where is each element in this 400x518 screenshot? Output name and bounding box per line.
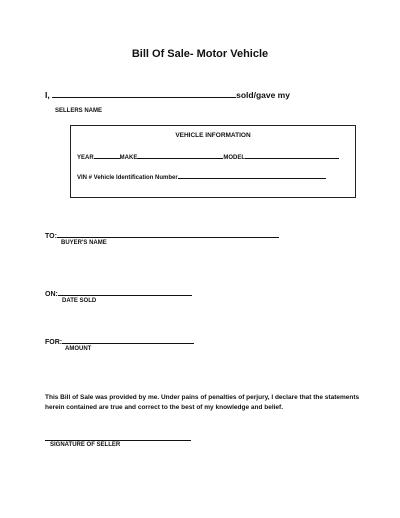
year-field[interactable]: [94, 152, 120, 159]
date-sold-caption: DATE SOLD: [62, 298, 97, 304]
buyer-label: TO:: [45, 233, 57, 240]
model-field[interactable]: [245, 152, 339, 159]
seller-line: [45, 90, 290, 100]
make-label: MAKE: [119, 155, 138, 161]
year-label: YEAR: [77, 155, 94, 161]
make-field[interactable]: [137, 152, 223, 159]
vehicle-info-heading: VEHICLE INFORMATION: [175, 132, 251, 139]
vehicle-details-row: [77, 152, 339, 161]
seller-name-caption: SELLERS NAME: [55, 108, 103, 114]
seller-suffix: sold/gave my: [236, 90, 290, 100]
seller-name-field[interactable]: [52, 90, 236, 98]
vin-field[interactable]: [178, 172, 326, 179]
buyer-line: [45, 230, 279, 240]
signature-field[interactable]: [45, 432, 191, 441]
date-label: ON:: [45, 291, 58, 298]
seller-prefix: I,: [45, 90, 50, 100]
buyer-name-field[interactable]: [57, 230, 279, 238]
vin-label: VIN # Vehicle Identification Number: [77, 175, 178, 181]
document-title: Bill Of Sale- Motor Vehicle: [131, 48, 269, 60]
vehicle-info-box: [70, 125, 356, 198]
declaration-text: This Bill of Sale was provided by me. Under pains of penalties of perjury, I declare that the statements herein contained are true and correct to the best of my knowledge and belief.: [45, 394, 360, 411]
model-label: MODEL: [223, 155, 246, 161]
amount-field[interactable]: [62, 336, 194, 344]
amount-label: FOR:: [45, 339, 63, 346]
date-line: [45, 288, 192, 298]
amount-caption: AMOUNT: [65, 346, 92, 352]
amount-line: [45, 336, 194, 346]
buyer-name-caption: BUYER'S NAME: [61, 240, 107, 246]
vin-row: [77, 172, 326, 181]
signature-caption: SIGNATURE OF SELLER: [50, 442, 121, 448]
date-sold-field[interactable]: [58, 288, 192, 296]
